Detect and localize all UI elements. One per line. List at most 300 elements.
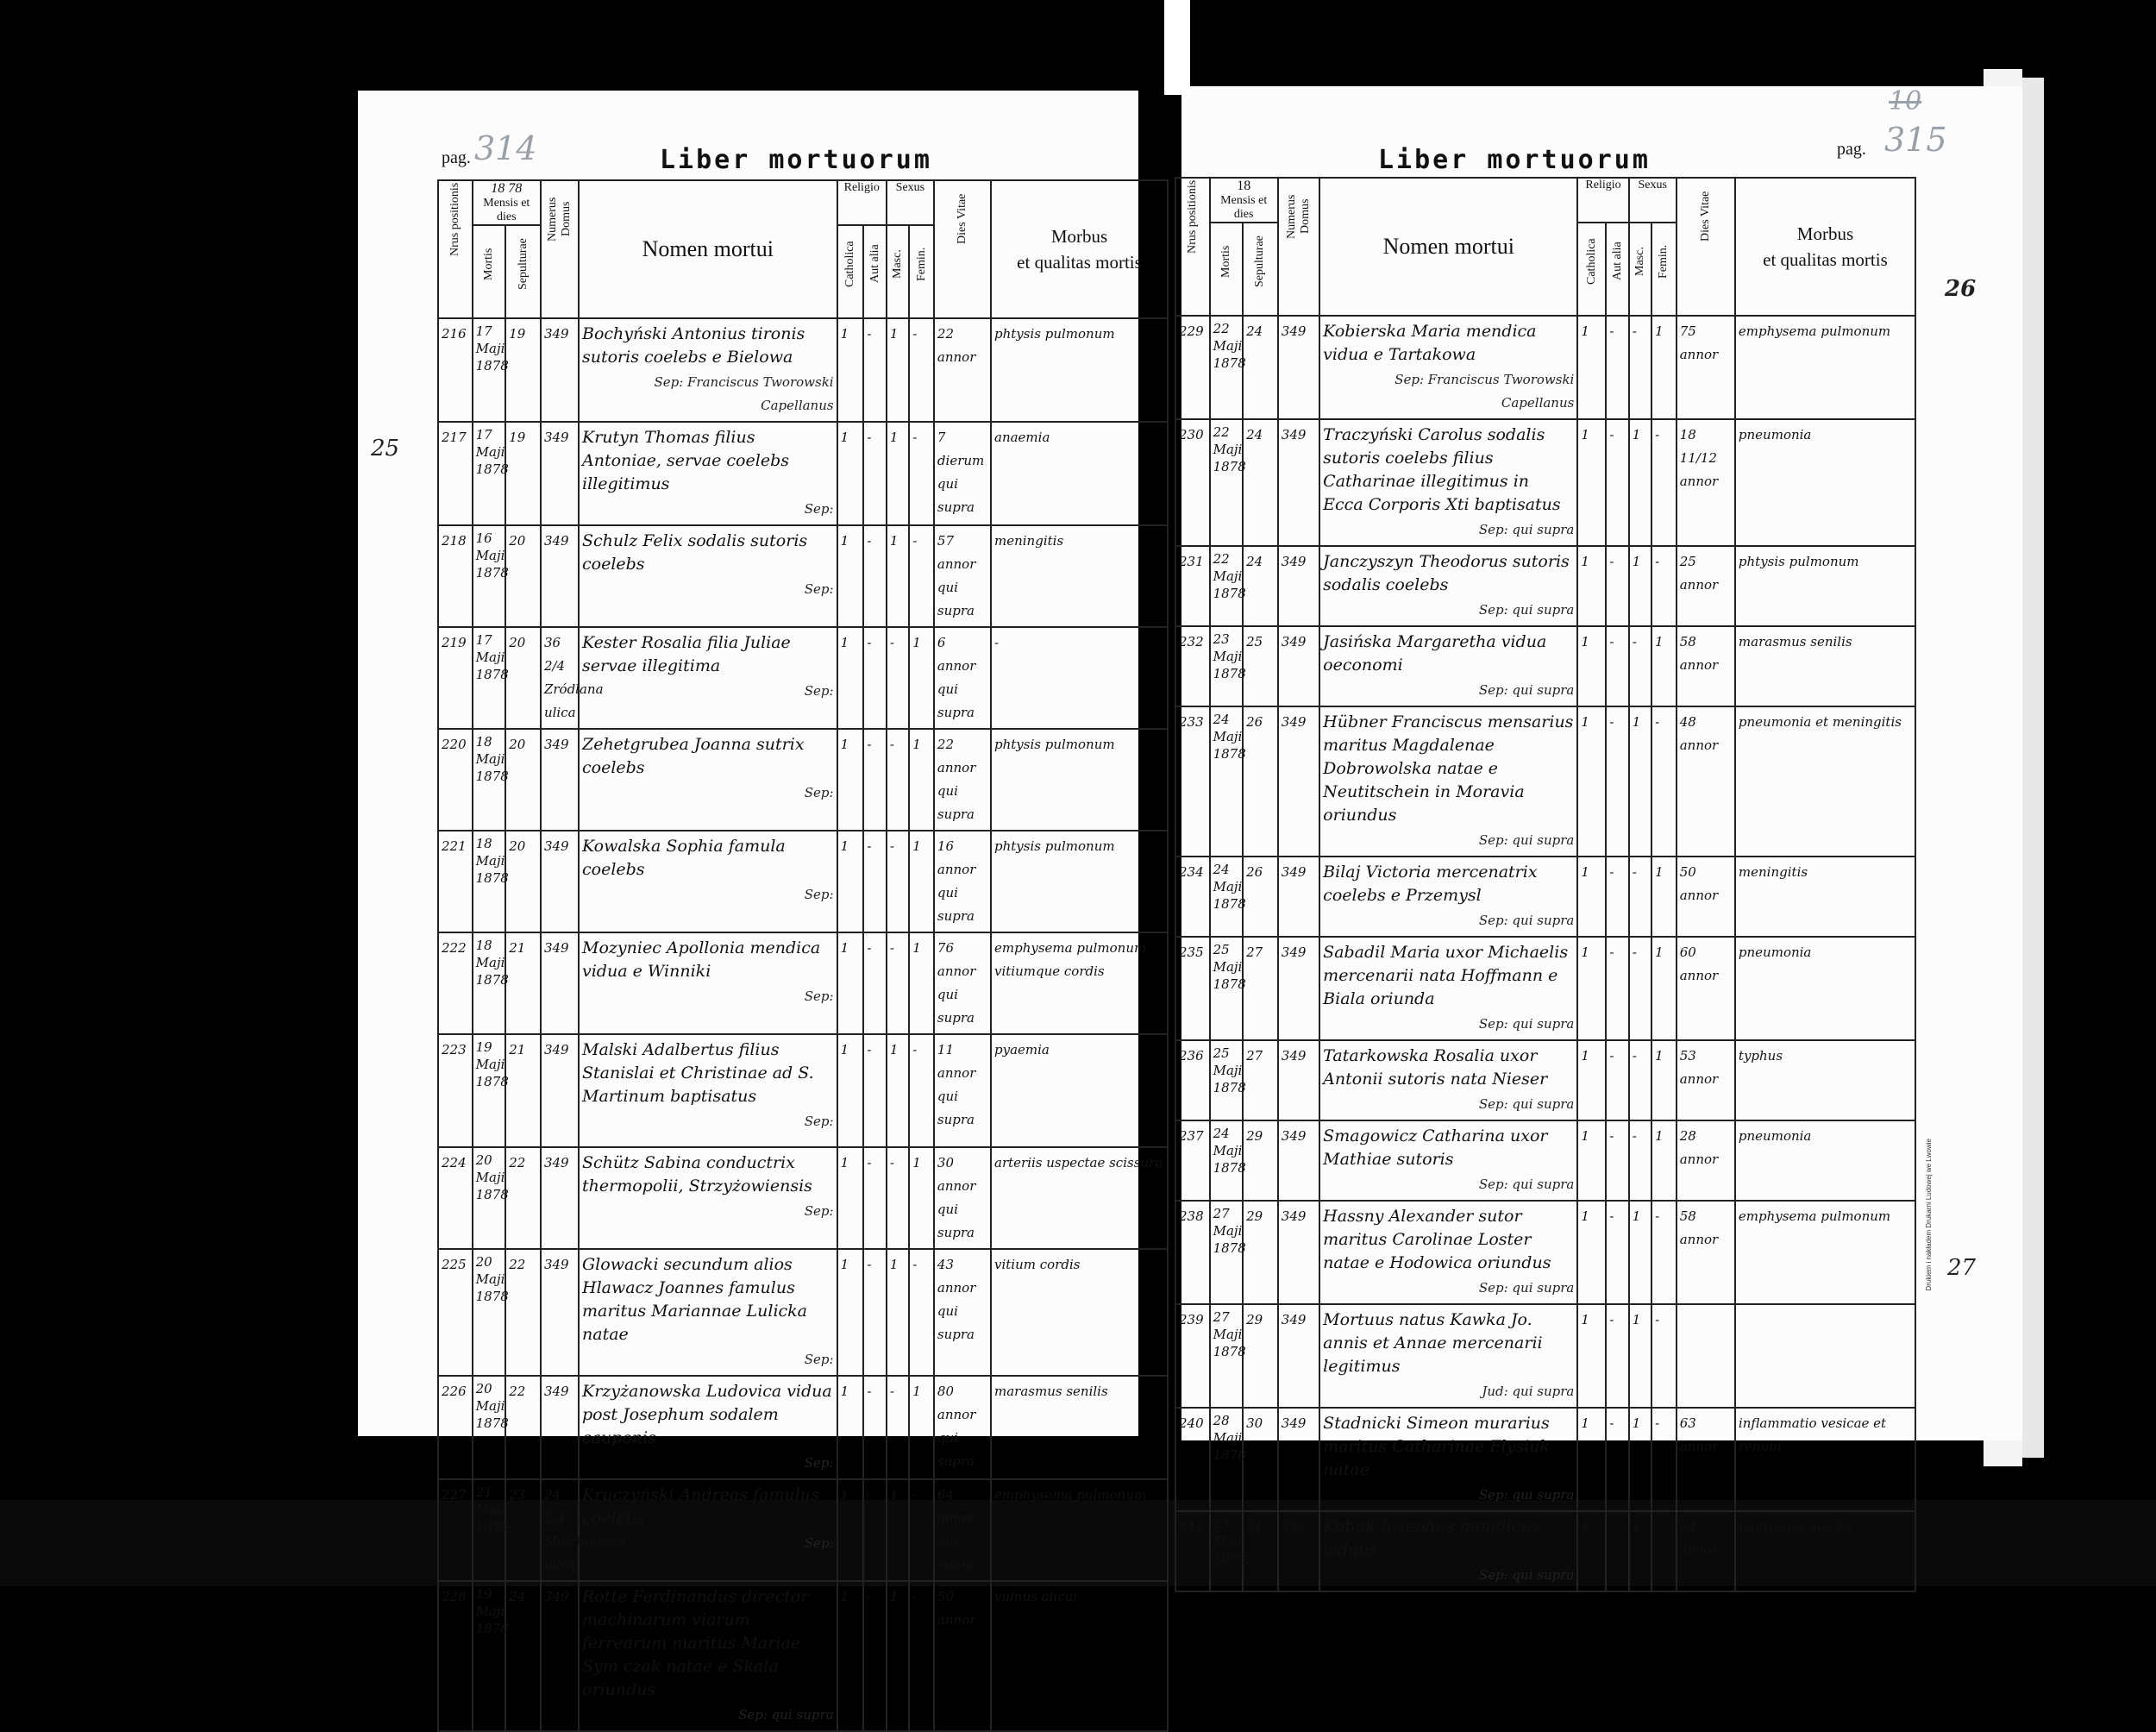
religion-other: -: [1609, 864, 1614, 880]
gutter-paper-top: [1164, 0, 1190, 95]
age-at-death: 11 annor qui supra: [937, 1042, 976, 1127]
sex-female: 1: [1655, 864, 1664, 880]
name-of-deceased: Kowalska Sophia famula coelebs: [582, 837, 786, 879]
header-nomen: Nomen mortui: [642, 236, 774, 261]
age-at-death: 18 11/12 annor: [1679, 427, 1719, 489]
year-of-death: 1878: [1213, 355, 1246, 371]
religion-catholic: 1: [1581, 944, 1589, 960]
year-of-death: 1878: [1213, 1447, 1246, 1463]
sepultor-note: Jud: qui supra: [1482, 1384, 1575, 1399]
name-of-deceased: Kester Rosalia filia Juliae servae illegitima: [582, 633, 791, 675]
religion-other: -: [867, 635, 872, 650]
register-row: [1175, 1040, 1915, 1120]
header-aut-alia: Aut alia: [868, 244, 881, 284]
year-of-death: 1878: [475, 972, 509, 988]
house-number: 349: [1281, 554, 1307, 569]
header-nrus: Nrus positionis: [448, 182, 461, 256]
cause-of-death: emphysema pulmonum: [1738, 1208, 1891, 1224]
register-row: [1175, 1201, 1915, 1304]
sepultor-note: Sep: qui supra: [1478, 602, 1575, 618]
header-sexus: Sexus: [1638, 179, 1667, 191]
year-of-death: 1878: [1213, 586, 1246, 601]
register-row: [1175, 1408, 1915, 1511]
entry-number: 237: [1179, 1128, 1204, 1144]
sex-female: 1: [912, 838, 921, 854]
sex-female: -: [912, 1257, 918, 1272]
register-row: [1175, 316, 1915, 419]
year-of-death: 1878: [475, 1415, 509, 1431]
year-of-death: 1878: [1213, 976, 1246, 992]
cause-of-death: arteriis uspectae scissura: [994, 1155, 1163, 1170]
date-of-death: 28 Maji: [1213, 1413, 1243, 1446]
year-of-death: 1878: [1213, 1080, 1246, 1095]
religion-catholic: 1: [840, 635, 849, 650]
page-number-left: 314: [474, 129, 537, 167]
sex-male: -: [1632, 1048, 1637, 1064]
register-table-right: [1175, 177, 1916, 1592]
register-row: [438, 1479, 1168, 1581]
header-religio: Religio: [1585, 179, 1621, 191]
header-morbus-2: et qualitas mortis: [1017, 252, 1142, 273]
religion-other: -: [867, 430, 872, 445]
year-of-death: 1878: [475, 1289, 509, 1304]
age-at-death: 50 annor: [937, 1589, 976, 1628]
sex-male: 1: [1632, 1312, 1641, 1327]
header-mortis: Mortis: [481, 248, 495, 280]
sex-male: -: [889, 737, 894, 752]
name-of-deceased: Bochyński Antonius tironis sutoris coelebs e Bielowa: [582, 324, 805, 367]
sex-female: -: [912, 1487, 918, 1503]
name-of-deceased: Bilaj Victoria mercenatrix coelebs e Przemysl: [1323, 863, 1538, 905]
name-of-deceased: Schulz Felix sodalis sutoris coelebs: [582, 531, 808, 574]
sepultor-note: Sep:: [804, 683, 834, 699]
date-of-death: 24 Maji: [1213, 1126, 1243, 1158]
age-at-death: 7 dierum qui supra: [937, 430, 985, 515]
cause-of-death: pneumonia et meningitis: [1738, 714, 1902, 730]
year-of-death: 1878: [1213, 666, 1246, 681]
date-of-burial: 30: [1246, 1415, 1263, 1431]
cause-of-death: marasmus senilis: [1738, 634, 1852, 650]
religion-catholic: 1: [840, 533, 849, 549]
age-at-death: 22 annor qui supra: [937, 737, 976, 822]
sex-male: 1: [889, 430, 899, 445]
religion-other: -: [867, 1589, 872, 1604]
sepultor-note: Sep:: [804, 501, 834, 517]
religion-other: -: [1609, 634, 1614, 650]
religion-other: -: [867, 1384, 872, 1399]
register-row: [438, 525, 1168, 627]
margin-note-right-bottom: 27: [1947, 1255, 1977, 1281]
sepultor-note: Sep:: [804, 581, 834, 597]
register-row: [1175, 857, 1915, 937]
sepultor-note: Sep:: [804, 785, 834, 800]
religion-catholic: 1: [840, 737, 849, 752]
date-of-death: 22 Maji: [1213, 321, 1243, 354]
sex-male: -: [889, 1155, 894, 1170]
cause-of-death: emphysema pulmonum: [1738, 323, 1891, 339]
entry-number: 238: [1179, 1208, 1204, 1224]
religion-catholic: 1: [1581, 1208, 1589, 1224]
date-of-burial: 27: [1246, 1048, 1263, 1064]
age-at-death: 48 annor: [1679, 714, 1719, 753]
date-of-burial: 20: [509, 737, 526, 752]
sex-female: 1: [1655, 323, 1664, 339]
sex-male: -: [1632, 944, 1637, 960]
age-at-death: 43 annor qui supra: [937, 1257, 976, 1342]
house-number: 349: [543, 326, 569, 342]
house-number: 349: [1281, 323, 1307, 339]
year-of-death: 1878: [1213, 896, 1246, 912]
date-of-burial: 19: [509, 326, 526, 342]
cause-of-death: inflammatio vesicae et renum: [1738, 1415, 1887, 1454]
house-number: 349: [543, 940, 569, 956]
entry-number: 231: [1179, 554, 1204, 569]
religion-other: -: [1609, 944, 1614, 960]
page-label-left: pag.: [442, 148, 471, 167]
name-of-deceased: Mortuus natus Kawka Jo. annis et Annae mercenarii legitimus: [1323, 1310, 1543, 1376]
sex-male: -: [889, 635, 894, 650]
cause-of-death: emphysema pulmonum vitiumque cordis: [994, 940, 1147, 979]
religion-other: -: [867, 838, 872, 854]
header-year: 18 78: [491, 181, 523, 196]
name-of-deceased: Hübner Franciscus mensarius maritus Magdalenae Dobrowolska natae e Neutitschein in Moravia oriundus: [1323, 712, 1574, 825]
age-at-death: 16 annor qui supra: [937, 838, 976, 924]
religion-other: -: [867, 737, 872, 752]
date-of-burial: 22: [509, 1384, 526, 1399]
age-at-death: 75 annor: [1679, 323, 1719, 362]
sepultor-note: Sep: qui supra: [1478, 1096, 1575, 1112]
register-row: [438, 729, 1168, 831]
house-number: 349: [543, 737, 569, 752]
sex-male: 1: [1632, 1415, 1641, 1431]
title-right: Liber mortuorum: [1378, 145, 1651, 175]
cause-of-death: phtysis pulmonum: [1738, 554, 1859, 569]
cause-of-death: emphysema pulmonum: [994, 1487, 1147, 1503]
religion-catholic: 1: [1581, 1415, 1589, 1431]
page-edge-shadow: [2022, 78, 2044, 1458]
house-number: 349: [543, 430, 569, 445]
religion-catholic: 1: [1581, 323, 1589, 339]
religion-other: -: [867, 940, 872, 956]
sex-male: -: [889, 838, 894, 854]
cause-of-death: -: [994, 635, 1000, 650]
house-number: 349: [543, 1589, 569, 1604]
year-of-death: 1878: [1213, 1344, 1246, 1359]
religion-catholic: 1: [840, 1042, 849, 1057]
date-of-burial: 23: [509, 1487, 526, 1503]
house-number: 36 2/4 Zródlana ulica: [543, 635, 604, 720]
age-at-death: 30 annor qui supra: [937, 1155, 976, 1240]
entry-number: 228: [442, 1589, 467, 1604]
religion-other: -: [867, 1042, 872, 1057]
name-of-deceased: Krzyżanowska Ludovica vidua post Josephum sodalem cauponis: [582, 1382, 832, 1447]
name-of-deceased: Janczyszyn Theodorus sutoris sodalis coelebs: [1323, 552, 1570, 594]
entry-number: 240: [1179, 1415, 1204, 1431]
religion-catholic: 1: [840, 940, 849, 956]
age-at-death: 6 annor qui supra: [937, 635, 976, 720]
age-at-death: 50 annor: [1679, 864, 1719, 903]
sex-female: -: [1655, 714, 1660, 730]
margin-note-left: 25: [371, 436, 400, 461]
entry-number: 227: [442, 1487, 467, 1503]
sepultor-note: Sep: qui supra: [1478, 1567, 1575, 1583]
header-catholica: Catholica: [1584, 238, 1598, 285]
date-of-death: 21 Maji: [475, 1484, 505, 1517]
name-of-deceased: Tatarkowska Rosalia uxor Antonii sutoris nata Nieser: [1323, 1046, 1548, 1089]
religion-catholic: 1: [840, 1155, 849, 1170]
religion-catholic: 1: [1581, 864, 1589, 880]
entry-number: 222: [442, 940, 467, 956]
house-number: 349: [543, 533, 569, 549]
house-number: 349: [1281, 1128, 1307, 1144]
header-nomen: Nomen mortui: [1382, 234, 1514, 259]
religion-catholic: 1: [1581, 427, 1589, 442]
header-sepulturae: Sepulturae: [1253, 235, 1267, 287]
house-number: 349: [543, 838, 569, 854]
name-of-deceased: Stadnicki Simeon murarius maritus Catharinae Flysiuk natae: [1323, 1414, 1550, 1479]
date-of-burial: 25: [1246, 634, 1263, 650]
year-of-death: 1878: [1213, 1551, 1246, 1566]
sex-female: -: [912, 1042, 918, 1057]
age-at-death: 58 annor: [1679, 634, 1719, 673]
house-number: 349: [543, 1042, 569, 1057]
date-of-death: 25 Maji: [1213, 1045, 1243, 1078]
cause-of-death: typhus: [1738, 1048, 1783, 1064]
entry-number: 229: [1179, 323, 1204, 339]
header-morbus: Morbus: [1050, 226, 1108, 247]
house-number: 349: [1281, 944, 1307, 960]
register-row: [438, 1376, 1168, 1479]
sex-male: 1: [889, 1487, 899, 1503]
religion-other: -: [867, 1155, 872, 1170]
header-religio: Religio: [843, 181, 880, 194]
sepultor-note: Sep:: [804, 1455, 834, 1471]
date-of-death: 16 Maji: [475, 530, 505, 563]
sepultor-note: Sep:: [804, 1114, 834, 1129]
religion-catholic: 1: [1581, 1128, 1589, 1144]
sex-male: 1: [889, 1042, 899, 1057]
header-vitae: Dies Vitae: [955, 193, 968, 245]
religion-other: -: [867, 1257, 872, 1272]
header-morbus-2: et qualitas mortis: [1763, 249, 1888, 270]
date-of-death: 22 Maji: [1213, 551, 1243, 584]
entry-number: 221: [442, 838, 467, 854]
register-row: [438, 831, 1168, 932]
register-row: [1175, 546, 1915, 626]
entry-number: 239: [1179, 1312, 1204, 1327]
date-of-death: 27 Maji: [1213, 1309, 1243, 1342]
header-sepulturae: Sepulturae: [516, 238, 530, 290]
religion-other: -: [1609, 1128, 1614, 1144]
name-of-deceased: Kruczyński Andreas famulus coelebs: [582, 1485, 819, 1528]
sepultor-note: Sep: qui supra: [1478, 1016, 1575, 1032]
religion-catholic: 1: [840, 326, 849, 342]
date-of-burial: 29: [1246, 1128, 1263, 1144]
date-of-burial: 20: [509, 533, 526, 549]
sex-female: 1: [912, 1155, 921, 1170]
sex-female: -: [912, 326, 918, 342]
religion-other: -: [1609, 554, 1614, 569]
entry-number: 230: [1179, 427, 1204, 442]
date-of-burial: 24: [1246, 427, 1263, 442]
religion-catholic: 1: [1581, 1048, 1589, 1064]
date-of-death: 27 Maji: [1213, 1516, 1243, 1549]
entry-number: 233: [1179, 714, 1204, 730]
cause-of-death: pneumonia: [1738, 944, 1812, 960]
entry-number: 226: [442, 1384, 467, 1399]
date-of-burial: 29: [1246, 1312, 1263, 1327]
cause-of-death: anaemia: [994, 430, 1050, 445]
page-label-right: pag.: [1837, 140, 1866, 159]
name-of-deceased: Smagowicz Catharina uxor Mathiae sutoris: [1323, 1126, 1548, 1169]
house-number: 349: [543, 1257, 569, 1272]
entry-number: 234: [1179, 864, 1204, 880]
sex-female: -: [1655, 1312, 1660, 1327]
year-of-death: 1878: [475, 870, 509, 886]
sepultor-note: Sep:: [804, 1535, 834, 1551]
age-at-death: 22 annor: [937, 326, 976, 365]
name-of-deceased: Schütz Sabina conductrix thermopolii, Strzyżowiensis: [582, 1153, 812, 1195]
year-of-death: 1878: [475, 1621, 509, 1636]
cause-of-death: phtysis pulmonum: [994, 838, 1115, 854]
date-of-burial: 20: [509, 838, 526, 854]
printer-imprint: Drukiem i nakładem Drukarni Ludowej we Lwowie: [1925, 1139, 1933, 1291]
register-table-left: [437, 179, 1169, 1732]
sex-male: 1: [1632, 1519, 1641, 1534]
date-of-burial: 29: [1246, 1208, 1263, 1224]
header-sexus: Sexus: [895, 181, 925, 194]
entry-number: 224: [442, 1155, 467, 1170]
header-morbus: Morbus: [1796, 223, 1854, 244]
register-row: [1175, 937, 1915, 1040]
religion-other: -: [1609, 323, 1614, 339]
year-of-death: 1878: [475, 358, 509, 373]
register-row: [438, 1147, 1168, 1249]
house-number: 349: [1281, 1208, 1307, 1224]
house-number: 349: [1281, 1312, 1307, 1327]
sex-female: 1: [1655, 634, 1664, 650]
margin-note-right-top: 26: [1945, 276, 1977, 302]
sex-female: 1: [1655, 1128, 1664, 1144]
register-row: [1175, 1120, 1915, 1201]
entry-number: 216: [442, 326, 467, 342]
sepultor-note: Sep:: [804, 988, 834, 1004]
sex-female: -: [912, 533, 918, 549]
cause-of-death: vitium cordis: [994, 1257, 1081, 1272]
date-of-burial: 21: [509, 1042, 526, 1057]
date-of-burial: 19: [509, 430, 526, 445]
year-of-death: 1878: [475, 565, 509, 580]
sex-male: -: [889, 940, 894, 956]
date-of-death: 18 Maji: [475, 836, 505, 869]
date-of-death: 19 Maji: [475, 1586, 505, 1619]
page-number-right-old: 10: [1889, 86, 1922, 116]
register-row: [1175, 626, 1915, 706]
religion-other: -: [1609, 1312, 1614, 1327]
header-domus: Numerus Domus: [545, 197, 573, 242]
sex-female: -: [912, 430, 918, 445]
name-of-deceased: Rotte Ferdinandus director machinarum viarum ferrearum maritus Mariae Sym czak natae e Skala oriundus: [582, 1587, 809, 1699]
sex-female: -: [1655, 1415, 1660, 1431]
sex-female: -: [1655, 554, 1660, 569]
cause-of-death: meningitis: [994, 533, 1064, 549]
sepultor-note: Sep: qui supra: [1478, 1177, 1575, 1192]
sex-male: -: [889, 1384, 894, 1399]
register-row: [438, 1034, 1168, 1147]
entry-number: 225: [442, 1257, 467, 1272]
cause-of-death: phtysis pulmonum: [994, 326, 1115, 342]
date-of-death: 18 Maji: [475, 734, 505, 767]
entry-number: 235: [1179, 944, 1204, 960]
date-of-death: 22 Maji: [1213, 424, 1243, 457]
header-mortis: Mortis: [1219, 245, 1232, 278]
year-of-death: 1878: [1213, 746, 1246, 762]
sex-female: 1: [912, 940, 921, 956]
date-of-death: 19 Maji: [475, 1039, 505, 1072]
date-of-death: 20 Maji: [475, 1381, 505, 1414]
sepultor-note: Sep:: [804, 1203, 834, 1219]
date-of-death: 20 Maji: [475, 1152, 505, 1185]
religion-catholic: 1: [1581, 714, 1589, 730]
year-of-death: 1878: [475, 667, 509, 682]
religion-catholic: 1: [1581, 554, 1589, 569]
age-at-death: 53 annor: [1679, 1048, 1719, 1087]
religion-catholic: 1: [840, 1589, 849, 1604]
register-row: [438, 1249, 1168, 1376]
date-of-burial: 22: [509, 1155, 526, 1170]
religion-other: -: [1609, 1208, 1614, 1224]
register-row: [438, 1581, 1168, 1731]
entry-number: 218: [442, 533, 467, 549]
register-row: [1175, 706, 1915, 857]
register-body-right: [1175, 316, 1915, 1591]
sex-male: 1: [1632, 714, 1641, 730]
header-nrus: Nrus positionis: [1185, 179, 1199, 254]
sex-male: -: [1632, 864, 1637, 880]
date-of-burial: 24: [509, 1589, 526, 1604]
sepultor-note: Sep:: [804, 887, 834, 902]
year-of-death: 1878: [475, 461, 509, 477]
date-of-burial: 26: [1246, 864, 1263, 880]
header-femin: Femin.: [1657, 244, 1670, 279]
date-of-burial: 21: [509, 940, 526, 956]
age-at-death: 25 annor: [1679, 554, 1719, 593]
sex-female: 1: [1655, 944, 1664, 960]
header-vitae: Dies Vitae: [1698, 191, 1712, 242]
date-of-burial: 27: [1246, 944, 1263, 960]
date-of-death: 25 Maji: [1213, 942, 1243, 975]
sex-female: -: [912, 1589, 918, 1604]
register-row: [1175, 1511, 1915, 1591]
entry-number: 241: [1179, 1519, 1204, 1534]
religion-other: -: [867, 1487, 872, 1503]
cause-of-death: marasmus senilis: [994, 1384, 1108, 1399]
religion-catholic: 1: [1581, 1312, 1589, 1327]
page-number-right: 315: [1884, 121, 1947, 159]
header-masc: Masc.: [891, 249, 905, 279]
entry-number: 236: [1179, 1048, 1204, 1064]
date-of-death: 17 Maji: [475, 632, 505, 665]
sepultor-note: Sep: qui supra: [738, 1707, 834, 1723]
sex-male: 1: [1632, 427, 1641, 442]
date-of-death: 24 Maji: [1213, 862, 1243, 894]
sex-female: 1: [1655, 1048, 1664, 1064]
name-of-deceased: Kobierska Maria mendica vidua e Tartakowa: [1323, 322, 1537, 364]
cause-of-death: pyaemia: [994, 1042, 1050, 1057]
name-of-deceased: Hassny Alexander sutor maritus Carolinae Loster natae e Hodowica oriundus: [1323, 1207, 1551, 1272]
age-at-death: 80 annor qui supra: [937, 1384, 976, 1469]
sepultor-note: Sep:: [804, 1352, 834, 1367]
